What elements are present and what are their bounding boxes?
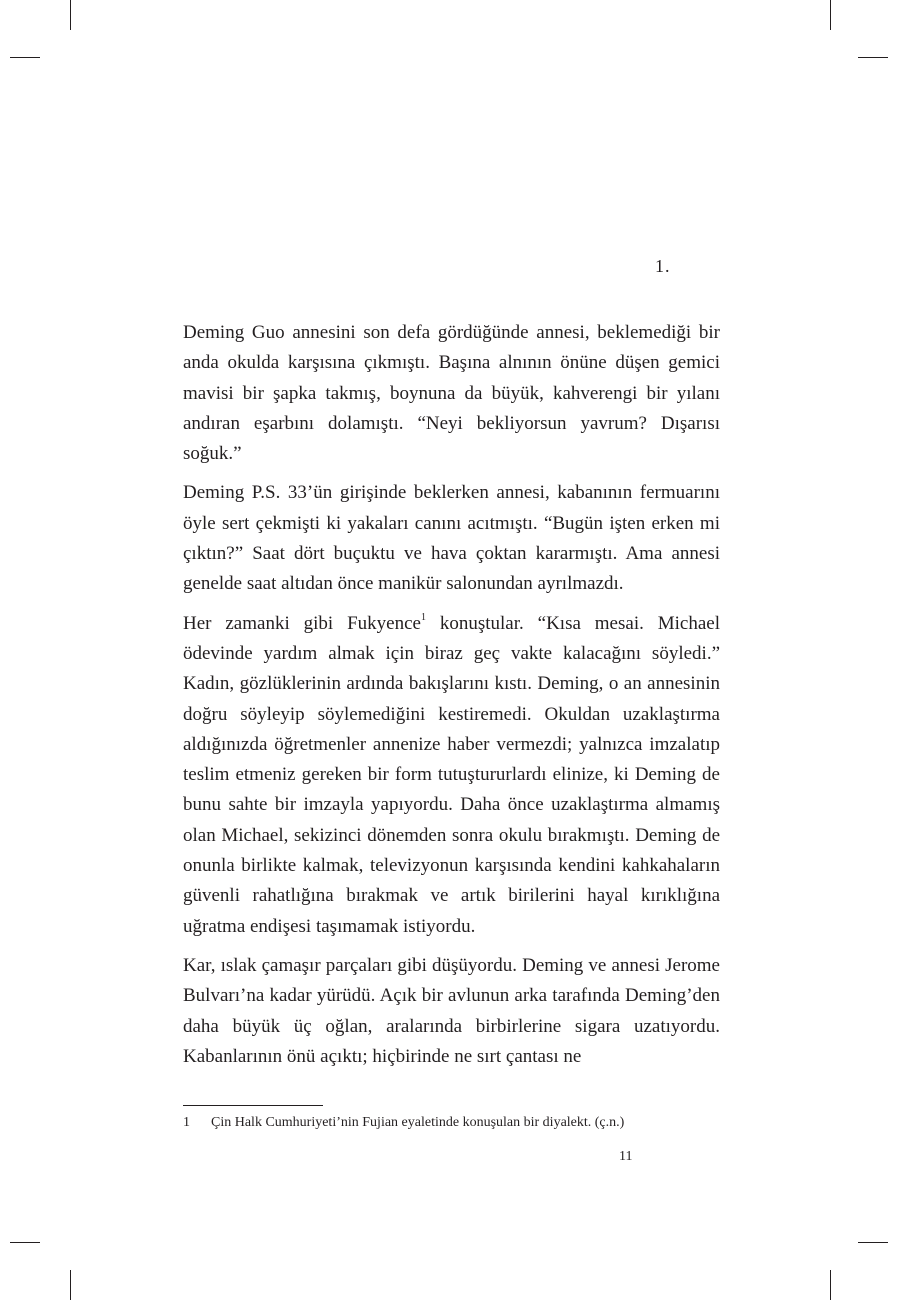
crop-mark-bottom-right: [830, 1270, 831, 1300]
footnote: [183, 1114, 720, 1132]
crop-mark-left-bottom: [10, 1242, 40, 1243]
page-number: 11: [619, 1149, 633, 1164]
footnote-divider: [183, 1105, 323, 1106]
paragraph: Deming Guo annesini son defa gördüğünde annesi, beklemediği bir anda okulda karşısına çıkmıştı. Başına alnının önüne düşen gemici mavisi bir şapka takmış, boynuna da büyük, kahverengi bir yılanı andıran eşarbını dolamıştı. “Neyi bekliyorsun yavrum? Dışarısı soğuk.”: [183, 322, 720, 465]
crop-mark-top-left: [70, 0, 71, 30]
paragraph: Kar, ıslak çamaşır parçaları gibi düşüyordu. Deming ve annesi Jerome Bulvarı’na kadar yürüdü. Açık bir avlunun arka tarafında Deming’den daha büyük üç oğlan, aralarında birbirlerine sigara uzatıyordu. Kabanlarının önü açıktı; hiçbirinde ne sırt çantası ne: [183, 954, 720, 1067]
footnote-text: Çin Halk Cumhuriyeti’nin Fujian eyaletinde konuşulan bir diyalekt. (ç.n.): [211, 1115, 625, 1130]
crop-mark-top-right: [830, 0, 831, 30]
paragraph: Deming P.S. 33’ün girişinde beklerken annesi, kabanının fermuarını öyle sert çekmişti ki yakaları canını acıtmıştı. “Bugün işten erken mi çıktın?” Saat dört buçuktu ve hava çoktan kararmıştı. Ama annesi genelde saat altıdan önce manikür salonundan ayrılmazdı.: [183, 482, 720, 595]
footnote-reference[interactable]: 1: [420, 612, 426, 624]
paragraph-text-before: Her zamanki gibi Fukyence: [183, 612, 421, 634]
crop-mark-left-top: [10, 57, 40, 58]
paragraph-with-footnote: [183, 609, 720, 942]
crop-mark-bottom-left: [70, 1270, 71, 1300]
footnote-number: 1: [183, 1115, 190, 1130]
chapter-number: 1.: [655, 256, 671, 276]
crop-mark-right-top: [858, 57, 888, 58]
crop-mark-right-bottom: [858, 1242, 888, 1243]
body-text: [183, 318, 720, 1081]
paragraph-text-after: konuştular. “Kısa mesai. Michael ödevinde yardım almak için biraz geç vakte kalacağını söyledi.” Kadın, gözlüklerinin ardında bakışlarını kıstı. Deming, o an annesinin doğru söyleyip söylemediğini kestiremedi. Okuldan uzaklaştırma aldığınızda öğretmenler annenize haber vermezdi; yalnızca imzalatıp teslim etmeniz gereken bir form tutuştururlardı elinize, ki Deming de bunu sahte bir imzayla yapıyordu. Daha önce uzaklaştırma almamış olan Michael, sekizinci dönemden sonra okulu bırakmıştı. Deming de onunla birlikte kalmak, televizyonun karşısında kendini kahkahaların güvenli rahatlığına bırakmak ve artık birilerini hayal kırıklığına uğratma endişesi taşımamak istiyordu.: [183, 612, 720, 937]
